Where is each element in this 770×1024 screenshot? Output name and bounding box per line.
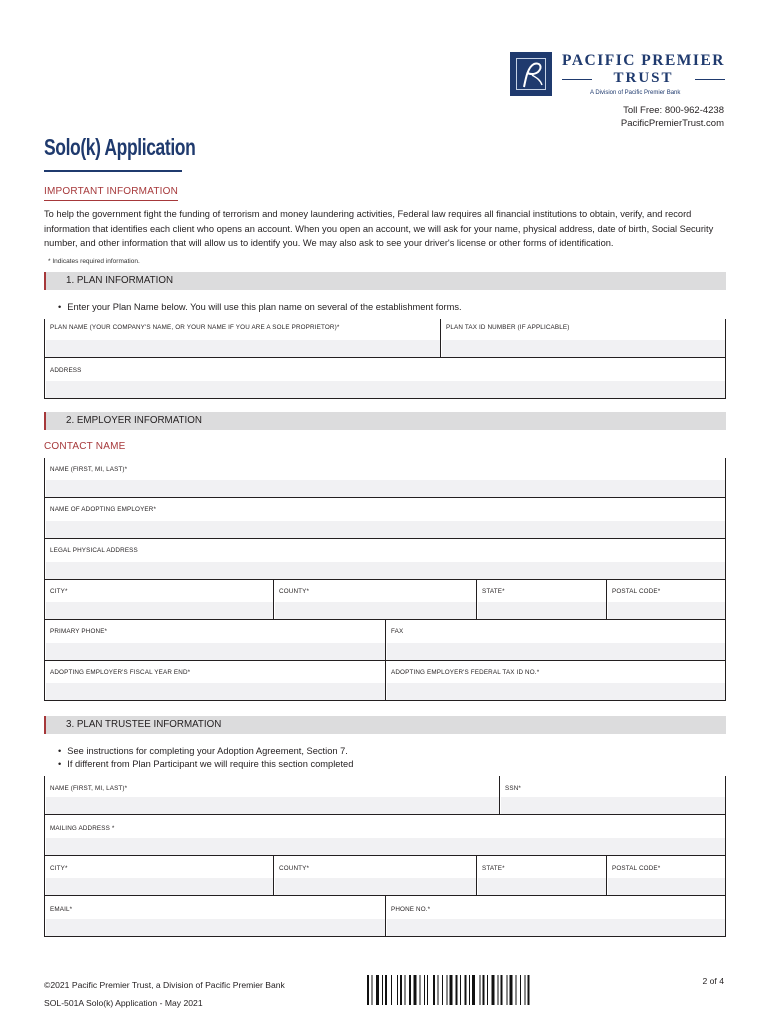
trustee-name-field[interactable]: NAME (FIRST, MI, LAST)* xyxy=(44,776,499,815)
adopting-employer-input[interactable] xyxy=(46,521,725,538)
section-2-header: 2. EMPLOYER INFORMATION xyxy=(44,412,726,430)
fax-field[interactable]: FAX xyxy=(385,620,726,661)
section-3-instructions xyxy=(58,745,353,771)
plan-tax-id-field[interactable]: PLAN TAX ID NUMBER (IF APPLICABLE) xyxy=(440,319,726,358)
plan-name-input[interactable] xyxy=(46,340,440,357)
employer-county-field[interactable]: COUNTY* xyxy=(273,580,476,620)
employer-contact-name-field[interactable]: NAME (FIRST, MI, LAST)* xyxy=(44,458,726,498)
federal-tax-id-field[interactable]: ADOPTING EMPLOYER'S FEDERAL TAX ID NO.* xyxy=(385,661,726,701)
contact-info xyxy=(621,104,724,130)
employer-city-input[interactable] xyxy=(46,602,273,619)
legal-address-field[interactable]: LEGAL PHYSICAL ADDRESS xyxy=(44,539,726,580)
employer-postal-code-field[interactable]: POSTAL CODE* xyxy=(606,580,726,620)
section-1-instructions xyxy=(58,301,462,314)
plan-address-field[interactable]: ADDRESS xyxy=(44,358,726,399)
plan-address-input[interactable] xyxy=(46,381,725,398)
form-id: SOL-501A Solo(k) Application - May 2021 xyxy=(44,998,203,1008)
employer-state-field[interactable]: STATE* xyxy=(476,580,606,620)
list-item: • See instructions for completing your Adoption Agreement, Section 7. xyxy=(58,745,353,758)
fax-input[interactable] xyxy=(387,643,725,660)
company-logo xyxy=(510,52,730,102)
required-note: * Indicates required information. xyxy=(48,258,140,265)
employer-city-field[interactable]: CITY* xyxy=(44,580,273,620)
title-rule xyxy=(44,170,182,172)
important-heading: IMPORTANT INFORMATION xyxy=(44,186,179,197)
trustee-ssn-input[interactable] xyxy=(501,797,725,814)
copyright: ©2021 Pacific Premier Trust, a Division of Pacific Premier Bank xyxy=(44,980,285,990)
trustee-mailing-address-field[interactable]: MAILING ADDRESS * xyxy=(44,815,726,856)
logo-sub: TRUST xyxy=(613,70,674,86)
employer-postal-code-input[interactable] xyxy=(608,602,725,619)
trustee-mailing-address-input[interactable] xyxy=(46,838,725,855)
federal-tax-id-input[interactable] xyxy=(387,683,725,700)
legal-address-input[interactable] xyxy=(46,562,725,579)
trustee-postal-code-field[interactable]: POSTAL CODE* xyxy=(606,856,726,896)
trustee-postal-code-input[interactable] xyxy=(608,878,725,895)
employer-contact-name-input[interactable] xyxy=(46,480,725,497)
important-body: To help the government fight the funding of terrorism and money laundering activities, Federal law requires all financial institutions to obtain, verify, and record information that identifies each client who opens an account. When you open an account, we will ask for your name, physical address, date of birth, Social Security number, and other information that will allow us to identify you. We may also ask to see your driver's license or other forms of identification. xyxy=(44,209,714,248)
logo-name: PACIFIC PREMIER xyxy=(562,52,725,69)
trustee-ssn-field[interactable]: SSN* xyxy=(499,776,726,815)
footer-left xyxy=(44,976,285,1012)
trustee-name-input[interactable] xyxy=(46,797,499,814)
employer-county-input[interactable] xyxy=(275,602,476,619)
page-number: 2 of 4 xyxy=(702,976,724,986)
trustee-email-input[interactable] xyxy=(46,919,385,936)
trustee-county-field[interactable]: COUNTY* xyxy=(273,856,476,896)
trustee-phone-input[interactable] xyxy=(387,919,725,936)
page-title: Solo(k) Application xyxy=(44,134,196,160)
website: PacificPremierTrust.com xyxy=(620,118,724,129)
primary-phone-field[interactable]: PRIMARY PHONE* xyxy=(44,620,385,661)
contact-name-heading: CONTACT NAME xyxy=(44,441,126,452)
section-1-header: 1. PLAN INFORMATION xyxy=(44,272,726,290)
fiscal-year-end-field[interactable]: ADOPTING EMPLOYER'S FISCAL YEAR END* xyxy=(44,661,385,701)
plan-tax-id-input[interactable] xyxy=(442,340,725,357)
plan-name-field[interactable]: PLAN NAME (YOUR COMPANY'S NAME, OR YOUR NAME IF YOU ARE A SOLE PROPRIETOR)* xyxy=(44,319,440,358)
trustee-email-field[interactable]: EMAIL* xyxy=(44,896,385,937)
logo-division: A Division of Pacific Premier Bank xyxy=(590,90,681,96)
section-3-header: 3. PLAN TRUSTEE INFORMATION xyxy=(44,716,726,734)
trustee-phone-field[interactable]: PHONE NO.* xyxy=(385,896,726,937)
toll-free: Toll Free: 800-962-4238 xyxy=(623,105,724,116)
trustee-city-input[interactable] xyxy=(46,878,273,895)
primary-phone-input[interactable] xyxy=(46,643,385,660)
list-item: • If different from Plan Participant we will require this section completed xyxy=(58,758,353,771)
adopting-employer-field[interactable]: NAME OF ADOPTING EMPLOYER* xyxy=(44,498,726,539)
barcode-icon xyxy=(367,975,581,1005)
fiscal-year-end-input[interactable] xyxy=(46,683,385,700)
list-item: • Enter your Plan Name below. You will use this plan name on several of the establishment forms. xyxy=(58,301,462,314)
trustee-state-input[interactable] xyxy=(478,878,606,895)
trustee-county-input[interactable] xyxy=(275,878,476,895)
employer-state-input[interactable] xyxy=(478,602,606,619)
trustee-state-field[interactable]: STATE* xyxy=(476,856,606,896)
trustee-city-field[interactable]: CITY* xyxy=(44,856,273,896)
logo-emblem-icon xyxy=(510,52,552,96)
